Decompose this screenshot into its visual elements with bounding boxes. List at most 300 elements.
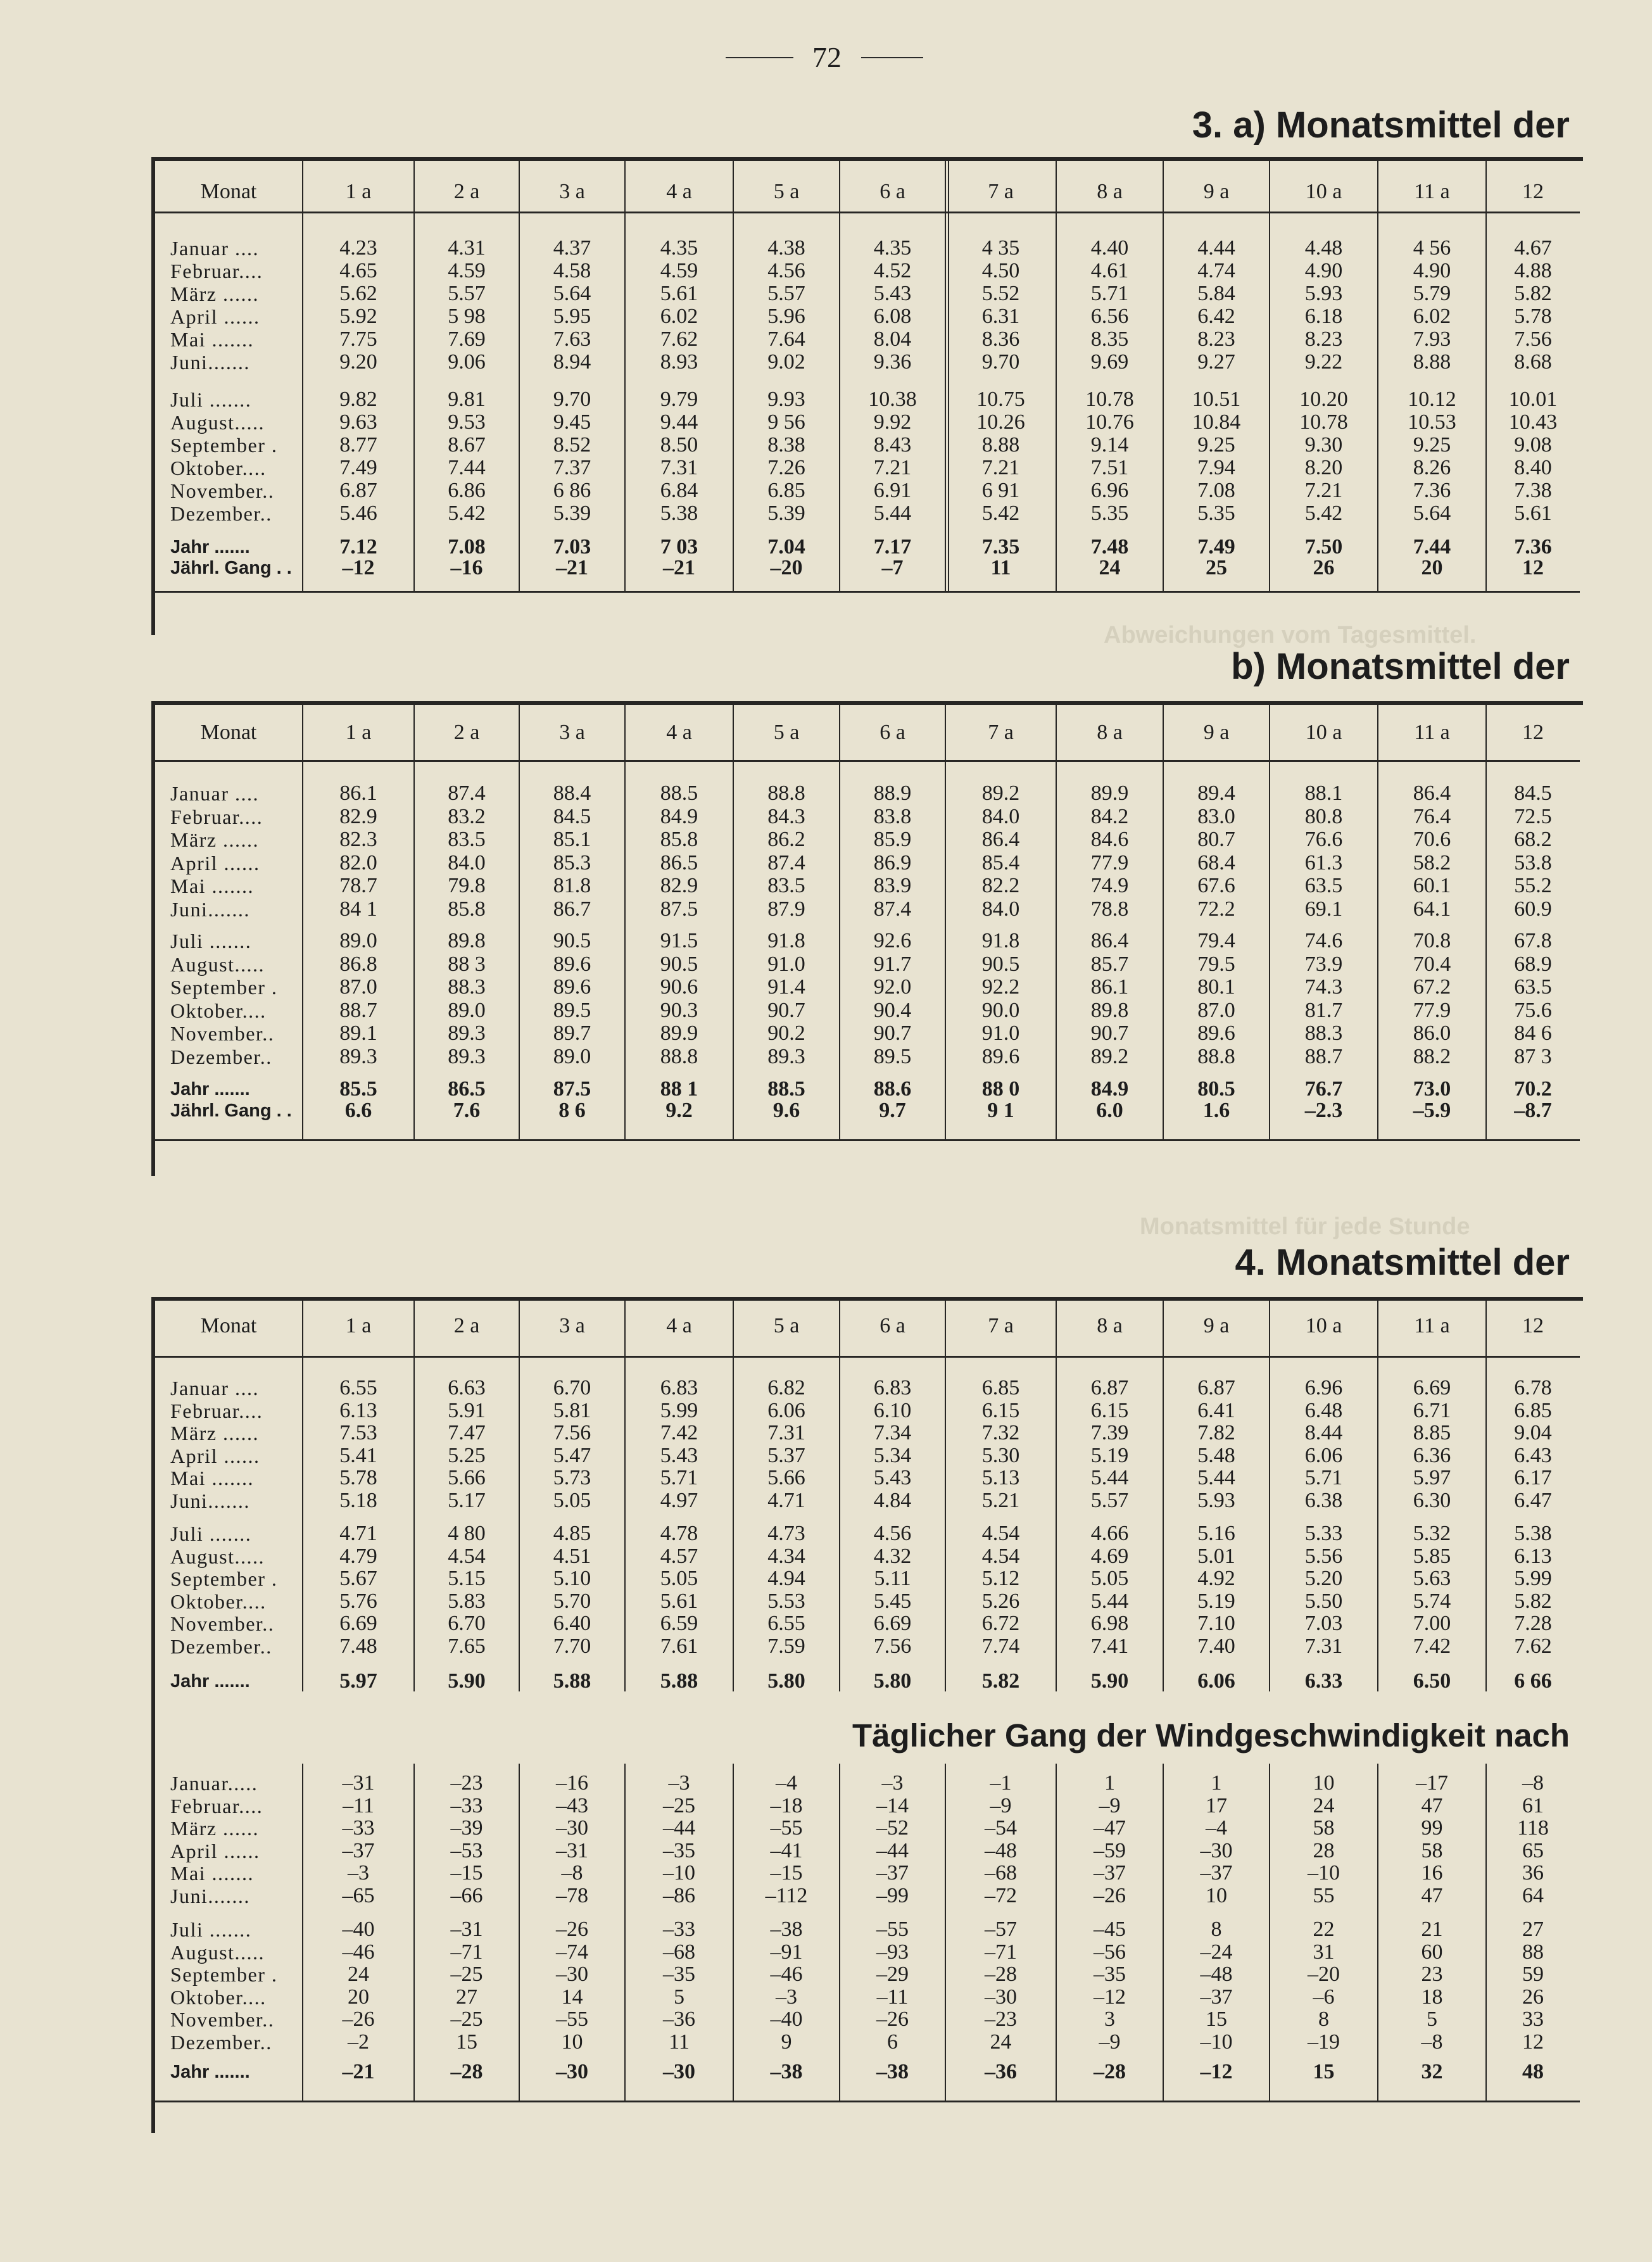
table-cell: 5.76 <box>339 1589 377 1613</box>
table-cell: 5.71 <box>660 1467 698 1489</box>
table-cell: 74.3 <box>1304 976 1343 999</box>
table-cell: 7.51 <box>1090 457 1129 479</box>
table-cell: 5.73 <box>553 1467 591 1489</box>
column-header: 1 a <box>345 180 372 203</box>
table-cell: 84.9 <box>660 805 698 828</box>
table-cell: 21 <box>1421 1918 1443 1941</box>
table-cell: 78.7 <box>339 875 377 897</box>
table-row <box>154 953 1580 976</box>
table-cell: 5.13 <box>981 1467 1020 1489</box>
table-cell: –3 <box>348 1862 369 1885</box>
table-cell: 89.5 <box>873 1045 912 1068</box>
table-cell: 89.6 <box>553 976 591 999</box>
section-title-4: 4. Monatsmittel der <box>1235 1242 1570 1283</box>
table-cell: 84.5 <box>1514 782 1552 805</box>
table-cell: 84.0 <box>981 897 1020 921</box>
table-cell: 6.30 <box>1413 1489 1451 1512</box>
column-header: 2 a <box>453 721 480 744</box>
table-cell: 89.7 <box>553 1022 591 1045</box>
summary-row <box>154 2061 1580 2083</box>
column-header: 4 a <box>666 721 692 744</box>
table-cell: 88.3 <box>448 976 486 999</box>
table-cell: 8.36 <box>981 328 1020 351</box>
column-header: 6 a <box>880 721 905 744</box>
column-header: 9 a <box>1203 180 1230 203</box>
column-header: 9 a <box>1203 1314 1230 1337</box>
table-cell: 6.87 <box>339 479 377 502</box>
table-cell: 88.4 <box>553 782 591 805</box>
table-cell: 10.43 <box>1508 411 1558 434</box>
row-label: April ...... <box>170 305 260 328</box>
row-label: März ...... <box>170 282 260 305</box>
table-cell: 86.0 <box>1413 1022 1451 1045</box>
table-cell: 4.58 <box>553 260 591 282</box>
table-cell: 6.86 <box>448 479 486 502</box>
table-cell: 6.47 <box>1514 1489 1552 1512</box>
table-row <box>154 1046 1580 1068</box>
table-cell: 5.10 <box>553 1567 591 1590</box>
table-cell: 4.97 <box>660 1489 698 1512</box>
table-cell: 9.22 <box>1304 351 1343 374</box>
table-row <box>154 1545 1580 1568</box>
table-row <box>154 1840 1580 1862</box>
table-cell: 88 1 <box>660 1078 698 1101</box>
table-cell: 9.20 <box>339 351 377 374</box>
table-cell: 9.2 <box>665 1099 693 1122</box>
table-cell: 85.4 <box>981 851 1020 875</box>
column-header: 10 a <box>1305 1314 1342 1337</box>
row-label: April ...... <box>170 851 260 875</box>
table-cell: 4.35 <box>660 237 698 260</box>
row-label: Mai ....... <box>170 1467 255 1489</box>
table-cell: 9.14 <box>1090 434 1129 457</box>
table-cell: 85.5 <box>339 1078 377 1101</box>
table-cell: 9.27 <box>1197 351 1235 374</box>
table-cell: 85.3 <box>553 851 591 875</box>
table-cell: –10 <box>1200 2030 1233 2054</box>
summary-row <box>154 557 1580 579</box>
row-label: Februar.... <box>170 1399 263 1422</box>
table-cell: 7.50 <box>1304 536 1343 559</box>
table-cell: 7.31 <box>660 457 698 479</box>
table-cell: 7.36 <box>1514 536 1552 559</box>
table-cell: 80.1 <box>1197 976 1235 999</box>
table-cell: –15 <box>450 1862 483 1885</box>
table-cell: 81.8 <box>553 875 591 897</box>
table-cell: 4.66 <box>1090 1522 1129 1545</box>
table-cell: 83.5 <box>448 828 486 851</box>
table-cell: 86.4 <box>1090 930 1129 952</box>
table-cell: 8.85 <box>1413 1422 1451 1444</box>
table-cell: –37 <box>876 1862 909 1885</box>
table-cell: 74.9 <box>1090 875 1129 897</box>
show-through-text: Abweichungen vom Tagesmittel. <box>1104 622 1477 648</box>
table-cell: 9.02 <box>767 351 805 374</box>
table-cell: 6.70 <box>448 1612 486 1635</box>
table-cell: 7.69 <box>448 328 486 351</box>
table-row <box>154 1885 1580 1907</box>
table-cell: 91.0 <box>767 952 805 976</box>
table-cell: 83.5 <box>767 875 805 897</box>
table-cell: 3 <box>1104 2008 1115 2031</box>
row-label: Januar .... <box>170 782 260 805</box>
table-cell: 8.38 <box>767 434 805 457</box>
table-cell: 92.2 <box>981 976 1020 999</box>
row-label: Oktober.... <box>170 1985 267 2009</box>
table-cell: 5.46 <box>339 502 377 525</box>
table-cell: –10 <box>663 1862 695 1885</box>
table-cell: 6.87 <box>1090 1377 1129 1400</box>
table-cell: 53.8 <box>1514 851 1552 875</box>
table-row <box>154 1862 1580 1885</box>
table-cell: 5.43 <box>873 282 912 305</box>
table-cell: 5.26 <box>981 1589 1020 1613</box>
table-cell: 4.71 <box>339 1522 377 1545</box>
table-cell: 84.6 <box>1090 828 1129 851</box>
table-cell: 7.53 <box>339 1422 377 1444</box>
table-cell: 70.2 <box>1514 1078 1552 1101</box>
table-cell: 8.04 <box>873 328 912 351</box>
table-top-rule <box>152 701 1583 705</box>
table-cell: 5.99 <box>1514 1567 1552 1590</box>
table-cell: –26 <box>876 2008 909 2031</box>
table-cell: –20 <box>1308 1963 1340 1986</box>
row-label: Mai ....... <box>170 1862 255 1885</box>
table-cell: –48 <box>1200 1963 1233 1986</box>
table-cell: 5.64 <box>1413 502 1451 525</box>
column-header: 7 a <box>988 1314 1014 1337</box>
row-label: September . <box>170 434 278 457</box>
table-cell: 9.45 <box>553 411 591 434</box>
column-header: 5 a <box>773 180 800 203</box>
table-bottom-rule <box>154 1139 1580 1141</box>
table-cell: 8 6 <box>558 1099 586 1122</box>
table-cell: 6.15 <box>981 1399 1020 1422</box>
table-cell: 7.10 <box>1197 1612 1235 1635</box>
table-cell: –8 <box>1522 1772 1544 1795</box>
table-row <box>154 305 1580 328</box>
column-rule <box>733 159 734 591</box>
table-cell: 90.7 <box>767 999 805 1022</box>
table-cell: 7.70 <box>553 1634 591 1658</box>
table-cell: –21 <box>342 2061 375 2083</box>
table-cell: 5.84 <box>1197 282 1235 305</box>
table-cell: 91.8 <box>767 930 805 952</box>
table-cell: –40 <box>342 1918 375 1941</box>
table-cell: 89.0 <box>339 930 377 952</box>
table-bottom-rule <box>154 591 1580 593</box>
table-cell: 47 <box>1421 1794 1443 1817</box>
table-cell: 7.12 <box>339 536 377 559</box>
table-cell: 86.5 <box>448 1078 486 1101</box>
row-label: Oktober.... <box>170 1589 267 1613</box>
table-cell: 5 98 <box>448 305 486 328</box>
table-cell: 6.02 <box>660 305 698 328</box>
table-row <box>154 898 1580 921</box>
table-cell: 6.63 <box>448 1377 486 1400</box>
table-cell: –36 <box>985 2061 1017 2083</box>
table-cell: 7.21 <box>1304 479 1343 502</box>
table-cell: 10 <box>1206 1884 1227 1907</box>
page-number: 72 <box>812 41 842 73</box>
row-label: August..... <box>170 1940 265 1964</box>
table-cell: 18 <box>1421 1985 1443 2009</box>
table-cell: 88.5 <box>767 1078 805 1101</box>
table-cell: 86.1 <box>1090 976 1129 999</box>
row-label: Jahr ....... <box>170 537 250 557</box>
table-cell: 58.2 <box>1413 851 1451 875</box>
table-cell: 7.00 <box>1413 1612 1451 1635</box>
table-cell: –12 <box>342 557 375 579</box>
table-cell: 5.80 <box>767 1670 805 1693</box>
table-cell: 5.42 <box>1304 502 1343 525</box>
table-row <box>154 1795 1580 1817</box>
table-cell: 84.9 <box>1090 1078 1129 1101</box>
table-cell: 5.90 <box>448 1670 486 1693</box>
table-cell: 10.78 <box>1299 411 1348 434</box>
table-cell: –68 <box>663 1940 695 1964</box>
table-cell: 9.04 <box>1514 1422 1552 1444</box>
row-label: August..... <box>170 952 265 976</box>
table-cell: 6.91 <box>873 479 912 502</box>
table-cell: 5.19 <box>1090 1444 1129 1467</box>
table-cell: 80.5 <box>1197 1078 1235 1101</box>
table-cell: –8.7 <box>1514 1099 1552 1122</box>
table-cell: 90.4 <box>873 999 912 1022</box>
column-header: 5 a <box>773 1314 800 1337</box>
table-cell: 74.6 <box>1304 930 1343 952</box>
row-label: Juli ....... <box>170 1918 252 1941</box>
column-rule <box>1377 159 1378 591</box>
table-cell: 7.44 <box>448 457 486 479</box>
column-header: 4 a <box>666 180 692 203</box>
table-cell: –28 <box>450 2061 483 2083</box>
table-cell: 5.61 <box>1514 502 1552 525</box>
table-cell: 4.34 <box>767 1545 805 1568</box>
table-cell: –26 <box>342 2008 375 2031</box>
table-cell: 26 <box>1313 557 1335 579</box>
table-cell: 86.5 <box>660 851 698 875</box>
table-cell: 7.49 <box>1197 536 1235 559</box>
table-cell: 4.52 <box>873 260 912 282</box>
table-cell: –35 <box>1094 1963 1126 1986</box>
table-cell: –26 <box>556 1918 588 1941</box>
table-cell: 7.41 <box>1090 1634 1129 1658</box>
table-cell: –4 <box>1206 1817 1227 1840</box>
header-rule <box>154 212 1580 213</box>
table-cell: 8 <box>1318 2008 1329 2031</box>
table-cell: 10.38 <box>868 388 917 411</box>
table-cell: –66 <box>450 1884 483 1907</box>
table-cell: 6.78 <box>1514 1377 1552 1400</box>
table-cell: 9.25 <box>1413 434 1451 457</box>
section-title-3b: b) Monatsmittel der <box>1231 646 1570 687</box>
table-cell: 88.5 <box>660 782 698 805</box>
table-cell: 89.2 <box>981 782 1020 805</box>
table-cell: 6.18 <box>1304 305 1343 328</box>
table-cell: 5.97 <box>339 1670 377 1693</box>
table-cell: 67.2 <box>1413 976 1451 999</box>
table-cell: –38 <box>876 2061 909 2083</box>
table-cell: 15 <box>1313 2061 1335 2083</box>
row-label: Jahr ....... <box>170 1079 250 1099</box>
table-row <box>154 502 1580 525</box>
table-cell: –33 <box>663 1918 695 1941</box>
table-cell: 7.34 <box>873 1422 912 1444</box>
table-cell: 99 <box>1421 1817 1443 1840</box>
column-header: 10 a <box>1305 721 1342 744</box>
table-top-rule <box>152 1297 1583 1301</box>
table-cell: 5.85 <box>1413 1545 1451 1568</box>
table-cell: 79.8 <box>448 875 486 897</box>
table-cell: 78.8 <box>1090 897 1129 921</box>
table-cell: 11 <box>669 2030 690 2054</box>
table-cell: 23 <box>1421 1963 1443 1986</box>
table-cell: 5.25 <box>448 1444 486 1467</box>
table-cell: 5.44 <box>873 502 912 525</box>
table-cell: 89.3 <box>767 1045 805 1068</box>
table-cell: 6.42 <box>1197 305 1235 328</box>
table-cell: 17 <box>1206 1794 1227 1817</box>
table-cell: 7.61 <box>660 1634 698 1658</box>
table-cell: –25 <box>450 1963 483 1986</box>
table-cell: –10 <box>1308 1862 1340 1885</box>
summary-row <box>154 536 1580 559</box>
table-cell: 5.19 <box>1197 1589 1235 1613</box>
table-cell: 7.03 <box>553 536 591 559</box>
column-header: 2 a <box>453 180 480 203</box>
table-cell: 5.88 <box>660 1670 698 1693</box>
table-cell: 80.7 <box>1197 828 1235 851</box>
table-cell: –17 <box>1416 1772 1448 1795</box>
column-header: 3 a <box>559 180 585 203</box>
table-cell: 27 <box>456 1985 477 2009</box>
table-cell: 6.69 <box>339 1612 377 1635</box>
table-cell: 6.55 <box>339 1377 377 1400</box>
table-cell: 10.84 <box>1192 411 1241 434</box>
table-cell: 7.31 <box>767 1422 805 1444</box>
table-cell: 90.7 <box>1090 1022 1129 1045</box>
row-label: Februar.... <box>170 260 263 282</box>
table-cell: 7.32 <box>981 1422 1020 1444</box>
table-cell: 6.13 <box>339 1399 377 1422</box>
table-cell: –55 <box>770 1817 803 1840</box>
table-cell: –46 <box>770 1963 803 1986</box>
table-cell: 6.82 <box>767 1377 805 1400</box>
table-cell: 6.40 <box>553 1612 591 1635</box>
table-cell: 5.52 <box>981 282 1020 305</box>
table-cell: 1 <box>1211 1772 1222 1795</box>
table-cell: 89.4 <box>1197 782 1235 805</box>
table-cell: 72.5 <box>1514 805 1552 828</box>
table-cell: 5.53 <box>767 1589 805 1613</box>
table-cell: 61.3 <box>1304 851 1343 875</box>
table-cell: 58 <box>1421 1839 1443 1862</box>
table-cell: 9.08 <box>1514 434 1552 457</box>
table-cell: –38 <box>770 1918 803 1941</box>
table-cell: 83.2 <box>448 805 486 828</box>
table-cell: 89.3 <box>448 1045 486 1068</box>
table-row <box>154 351 1580 374</box>
column-header: 9 a <box>1203 721 1230 744</box>
table-cell: –8 <box>561 1862 583 1885</box>
table-cell: 6.08 <box>873 305 912 328</box>
table-row <box>154 1444 1580 1467</box>
column-header: 8 a <box>1097 1314 1123 1337</box>
row-label: Juni....... <box>170 1489 250 1512</box>
table-cell: 88.8 <box>1197 1045 1235 1068</box>
table-cell: 88.7 <box>1304 1045 1343 1068</box>
table-cell: 4.48 <box>1304 237 1343 260</box>
table-cell: –93 <box>876 1940 909 1964</box>
table-cell: 6.87 <box>1197 1377 1235 1400</box>
table-cell: –57 <box>985 1918 1017 1941</box>
table-cell: 72.2 <box>1197 897 1235 921</box>
table-cell: 90.5 <box>981 952 1020 976</box>
table-cell: 5.39 <box>553 502 591 525</box>
table-row <box>154 1400 1580 1422</box>
table-cell: 6.43 <box>1514 1444 1552 1467</box>
table-cell: –3 <box>776 1985 797 2009</box>
table-cell: 89.8 <box>1090 999 1129 1022</box>
table-cell: 10.51 <box>1192 388 1241 411</box>
table-cell: 6.84 <box>660 479 698 502</box>
table-cell: 4.54 <box>981 1522 1020 1545</box>
table-cell: 84 6 <box>1514 1022 1552 1045</box>
table-cell: 90.3 <box>660 999 698 1022</box>
table-row <box>154 328 1580 351</box>
table-cell: 16 <box>1421 1862 1443 1885</box>
table-cell: 85.9 <box>873 828 912 851</box>
table-cell: 5.82 <box>981 1670 1020 1693</box>
table-cell: 4.54 <box>448 1545 486 1568</box>
table-cell: 25 <box>1206 557 1227 579</box>
table-cell: 5.44 <box>1090 1589 1129 1613</box>
table-cell: 4.57 <box>660 1545 698 1568</box>
table-cell: 6 91 <box>981 479 1020 502</box>
table-cell: –6 <box>1313 1985 1335 2009</box>
table-cell: 6.38 <box>1304 1489 1343 1512</box>
table-cell: 5.41 <box>339 1444 377 1467</box>
table-cell: 4.31 <box>448 237 486 260</box>
table-cell: 6.17 <box>1514 1467 1552 1489</box>
table-cell: 7.63 <box>553 328 591 351</box>
table-cell: 9.25 <box>1197 434 1235 457</box>
table-cell: 4 35 <box>981 237 1020 260</box>
table-cell: 82.9 <box>339 805 377 828</box>
table-cell: –21 <box>556 557 588 579</box>
table-cell: 9.82 <box>339 388 377 411</box>
table-cell: 5.63 <box>1413 1567 1451 1590</box>
table-cell: 9.81 <box>448 388 486 411</box>
table-cell: 4.23 <box>339 237 377 260</box>
row-label: April ...... <box>170 1839 260 1862</box>
column-rule <box>1163 703 1164 1140</box>
table-cell: –2.3 <box>1304 1099 1343 1122</box>
table-cell: 73.0 <box>1413 1078 1451 1101</box>
row-label: Dezember.. <box>170 2030 272 2054</box>
table-cell: 7.82 <box>1197 1422 1235 1444</box>
table-cell: 69.1 <box>1304 897 1343 921</box>
table-row <box>154 434 1580 457</box>
table-cell: 5.92 <box>339 305 377 328</box>
table-row <box>154 237 1580 260</box>
table-cell: 8.88 <box>1413 351 1451 374</box>
table-cell: 5.82 <box>1514 1589 1552 1613</box>
column-rule <box>624 703 626 1140</box>
column-header: Monat <box>200 1314 257 1337</box>
table-cell: 88 0 <box>981 1078 1020 1101</box>
